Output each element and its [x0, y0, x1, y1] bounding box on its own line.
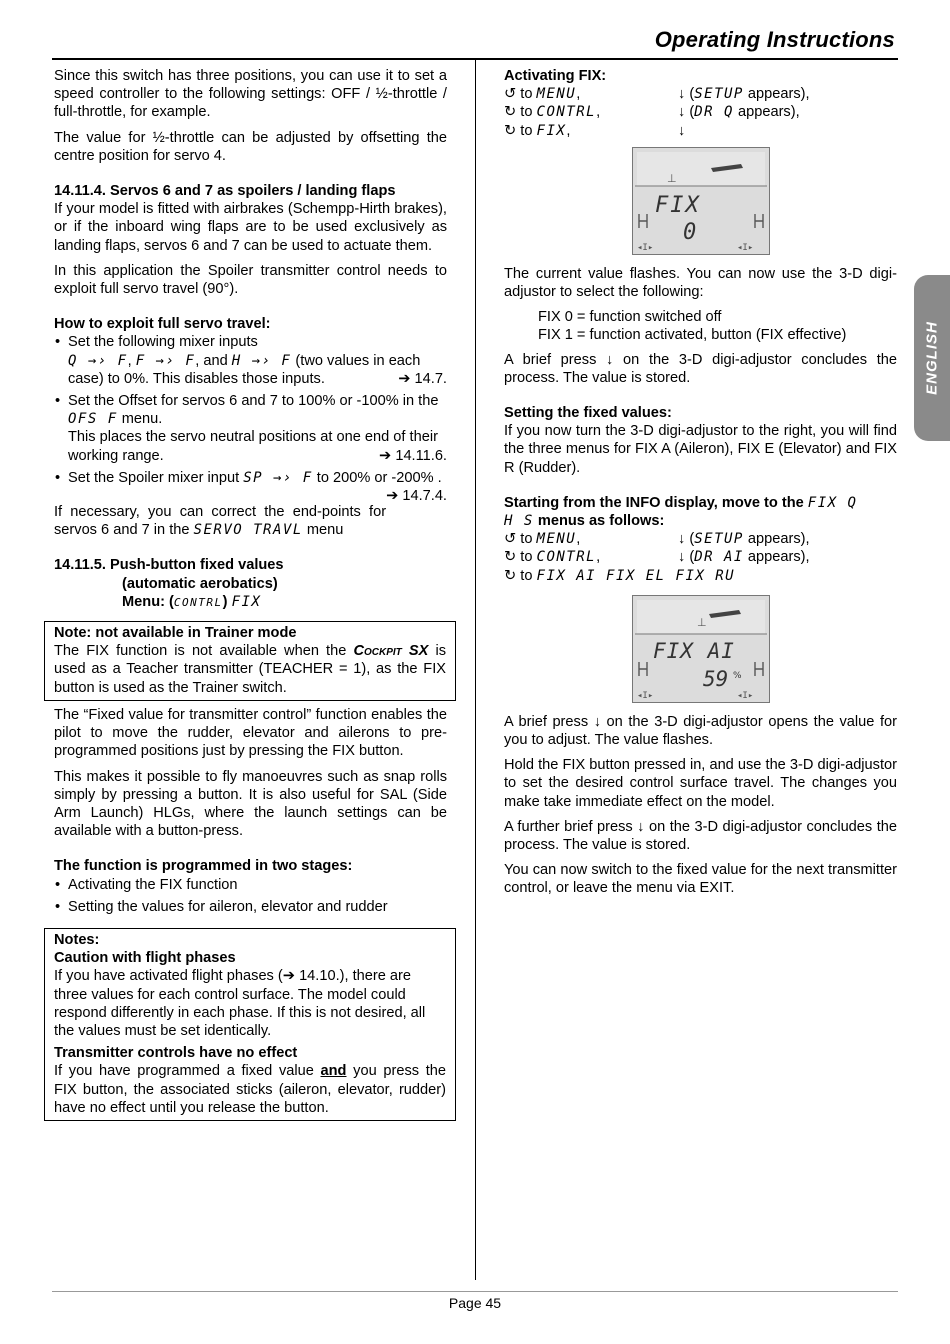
cross-reference: ➔ 14.7. — [398, 370, 447, 387]
activation-steps — [504, 85, 897, 140]
section-heading: 14.11.5. Push-button fixed values (automatic aerobatics) Menu: (CONTRL) FIX — [54, 557, 284, 610]
lcd-text: FIX — [231, 593, 262, 610]
lcd-label: FIX AI — [652, 638, 735, 663]
step-action: ↺ to MENU, — [504, 86, 581, 103]
lcd-text: H S — [504, 513, 534, 530]
step-row — [504, 122, 897, 140]
paragraph: Since this switch has three positions, you can use it to set a speed controller to the following settings: OFF / ½-throttle / full-throttle, for example. — [54, 68, 447, 121]
lcd-screen-fix-ai — [632, 595, 770, 703]
option-item: FIX 1 = function activated, button (FIX effective) — [538, 327, 847, 344]
lcd-text: CONTRL — [536, 104, 597, 121]
paragraph: A brief press ↓ on the 3-D digi-adjustor concludes the process. The value is stored. — [504, 351, 897, 386]
notes-box: Notes: Caution with flight phases If you have activated flight phases (➔ 14.10.), there are three values for each control surface. The model could respond differently in each phase. If this is not desired, all the values must be set identically. Transmitter controls have no effect If you have programmed a fixed value and you press the FIX button, the associated sticks (aileron, elevator, rudder) have no effect until you release the button. — [44, 928, 456, 1121]
step-result: ↓ (DR Q appears), — [678, 104, 800, 121]
step-action: ↻ to FIX, — [504, 122, 571, 139]
list-item: • Set the Spoiler mixer input SP →› F to 200% or -200% . ➔ 14.7.4. — [54, 469, 447, 487]
language-tab — [914, 275, 950, 441]
lcd-text: MENU — [536, 86, 577, 103]
lcd-text: FIX — [536, 122, 567, 139]
paragraph: A further brief press ↓ on the 3-D digi-adjustor concludes the process. The value is stored. — [504, 818, 897, 854]
option-list — [504, 308, 897, 344]
cross-reference: ➔ 14.7.4. — [386, 488, 447, 505]
page-number: Page 45 — [448, 1295, 502, 1311]
lcd-text: CONTRL — [536, 549, 597, 566]
lcd-text: FIX AI FIX EL FIX RU — [536, 567, 736, 584]
subheading: How to exploit full servo travel: — [54, 316, 271, 333]
subheading: Activating FIX: — [504, 68, 607, 84]
paragraph: Hold the FIX button pressed in, and use the 3-D digi-adjustor to set the desired control surface travel. The changes you make take immediate effect on the model. — [504, 757, 897, 810]
page-header-title: Operating Instructions — [654, 27, 895, 52]
language-tab-label: ENGLISH — [923, 321, 941, 395]
lcd-screen-graphics — [633, 596, 769, 702]
lcd-text: SERVO TRAVL — [193, 522, 303, 539]
lcd-text: SETUP — [694, 86, 744, 103]
step-action: ↻ to CONTRL, — [504, 549, 601, 566]
list-item: • Activating the FIX function — [54, 876, 447, 894]
svg-text:◂I▸: ◂I▸ — [736, 690, 753, 701]
note-box — [44, 621, 456, 701]
step-result: ↓ (SETUP appears), — [678, 86, 810, 103]
brand-name: Cockpit SX — [353, 643, 429, 660]
paragraph: A brief press ↓ on the 3-D digi-adjustor opens the value for you to adjust. The value flashes. — [504, 713, 897, 749]
option-item: FIX 0 = function switched off — [538, 309, 722, 326]
lcd-label: FIX — [654, 192, 701, 218]
note-title: Note: not available in Trainer mode — [54, 625, 297, 642]
svg-text:◂I▸: ◂I▸ — [636, 690, 653, 701]
lcd-text: CONTRL — [173, 595, 223, 609]
step-result: ↓ — [678, 122, 686, 139]
list-item: • Set the following mixer inputs Q →› F, F →› F, and H →› F (two values in each case) to 0%. This disables those inputs. ➔ 14.7. — [54, 333, 447, 388]
step-row — [504, 567, 897, 585]
footer-rule — [52, 1291, 898, 1292]
subheading: Setting the fixed values: — [504, 405, 672, 422]
section-heading: 14.11.4. Servos 6 and 7 as spoilers / landing flaps — [54, 183, 396, 200]
lcd-unit: % — [732, 670, 742, 681]
cross-reference: ➔ 14.11.6. — [379, 447, 447, 464]
step-action: ↻ to FIX AI FIX EL FIX RU — [504, 567, 736, 584]
column-divider — [475, 60, 476, 1280]
lcd-text: OFS F — [68, 411, 118, 428]
step-action: ↺ to MENU, — [504, 531, 581, 548]
lcd-text: SETUP — [694, 531, 744, 548]
svg-text:◂I▸: ◂I▸ — [736, 242, 753, 253]
paragraph: In this application the Spoiler transmitter control needs to exploit full servo travel (90°). — [54, 262, 447, 298]
list-item: • Setting the values for aileron, elevator and rudder — [54, 898, 447, 916]
note-text: If you have programmed a fixed value and you press the FIX button, the associated sticks (aileron, elevator, rudder) have no effect until you release the button. — [54, 1063, 446, 1116]
right-column — [504, 67, 897, 905]
note-text: The FIX function is not available when the Cockpit SX is used as a Teacher transmitter (TEACHER = 1), as the FIX button is used as the Trainer switch. — [54, 643, 447, 696]
lcd-text: MENU — [536, 531, 577, 548]
step-action: ↻ to CONTRL, — [504, 104, 601, 121]
svg-text:⊥: ⊥ — [666, 171, 677, 185]
lcd-text: Q →› F — [68, 352, 128, 369]
lcd-text: DR Q — [694, 104, 734, 121]
navigation-steps — [504, 530, 897, 585]
step-row — [504, 548, 897, 566]
lcd-text: FIX Q — [807, 494, 858, 511]
list-item: • Set the Offset for servos 6 and 7 to 100% or -100% in the OFS F menu. This places the servo neutral positions at one end of their working range. ➔ 14.11.6. — [54, 392, 447, 465]
paragraph: This makes it possible to fly manoeuvres such as snap rolls simply by pressing a button. It is also useful for SAL (Side Arm Launch) HLGs, where the launch settings can be available with a button-press. — [54, 768, 447, 840]
step-row — [504, 530, 897, 548]
paragraph: If necessary, you can correct the end-points for servos 6 and 7 in the SERVO TRAVL menu — [54, 504, 387, 539]
step-row — [504, 103, 897, 121]
lcd-value: 0 — [682, 219, 696, 245]
lcd-text: SP →› F — [243, 469, 313, 486]
svg-text:⊥: ⊥ — [696, 615, 707, 629]
paragraph: You can now switch to the fixed value for the next transmitter control, or leave the menu via EXIT. — [504, 862, 897, 897]
lcd-text: DR AI — [694, 549, 744, 566]
subheading: Starting from the INFO display, move to the FIX Q H S menus as follows: — [504, 494, 858, 530]
lcd-text: H →› F — [231, 352, 292, 369]
paragraph: The current value flashes. You can now use the 3-D digi-adjustor to select the following: — [504, 265, 897, 301]
step-result: ↓ (DR AI appears), — [678, 549, 810, 566]
paragraph: The value for ½-throttle can be adjusted by offsetting the centre position for servo 4. — [54, 129, 447, 164]
lcd-text: F →› F — [135, 352, 196, 369]
lcd-value: 59 — [702, 666, 728, 691]
paragraph: If you now turn the 3-D digi-adjustor to the right, you will find the three menus for FIX A (Aileron), FIX E (Elevator) and FIX R (Rudder). — [504, 423, 897, 476]
left-column — [54, 67, 447, 1121]
lcd-screen-graphics — [633, 148, 769, 254]
subheading: The function is programmed in two stages: — [54, 858, 353, 875]
lcd-screen-fix — [632, 147, 770, 255]
step-result: ↓ (SETUP appears), — [678, 531, 810, 548]
paragraph: If your model is fitted with airbrakes (Schempp-Hirth brakes), or if the inboard wing flaps are to be used exclusively as landing flaps, servos 6 and 7 can be used to actuate them. — [54, 201, 447, 254]
svg-text:◂I▸: ◂I▸ — [636, 242, 653, 253]
step-row — [504, 85, 897, 103]
paragraph: The “Fixed value for transmitter control” function enables the pilot to move the rudder, elevator and ailerons to pre-programmed positions just by pressing the FIX button. — [54, 706, 447, 760]
note-text: If you have activated flight phases (➔ 14.10.), there are three values for each control surface. The model could respond differently in each phase. If this is not desired, all the values must be set identically. — [54, 968, 426, 1039]
